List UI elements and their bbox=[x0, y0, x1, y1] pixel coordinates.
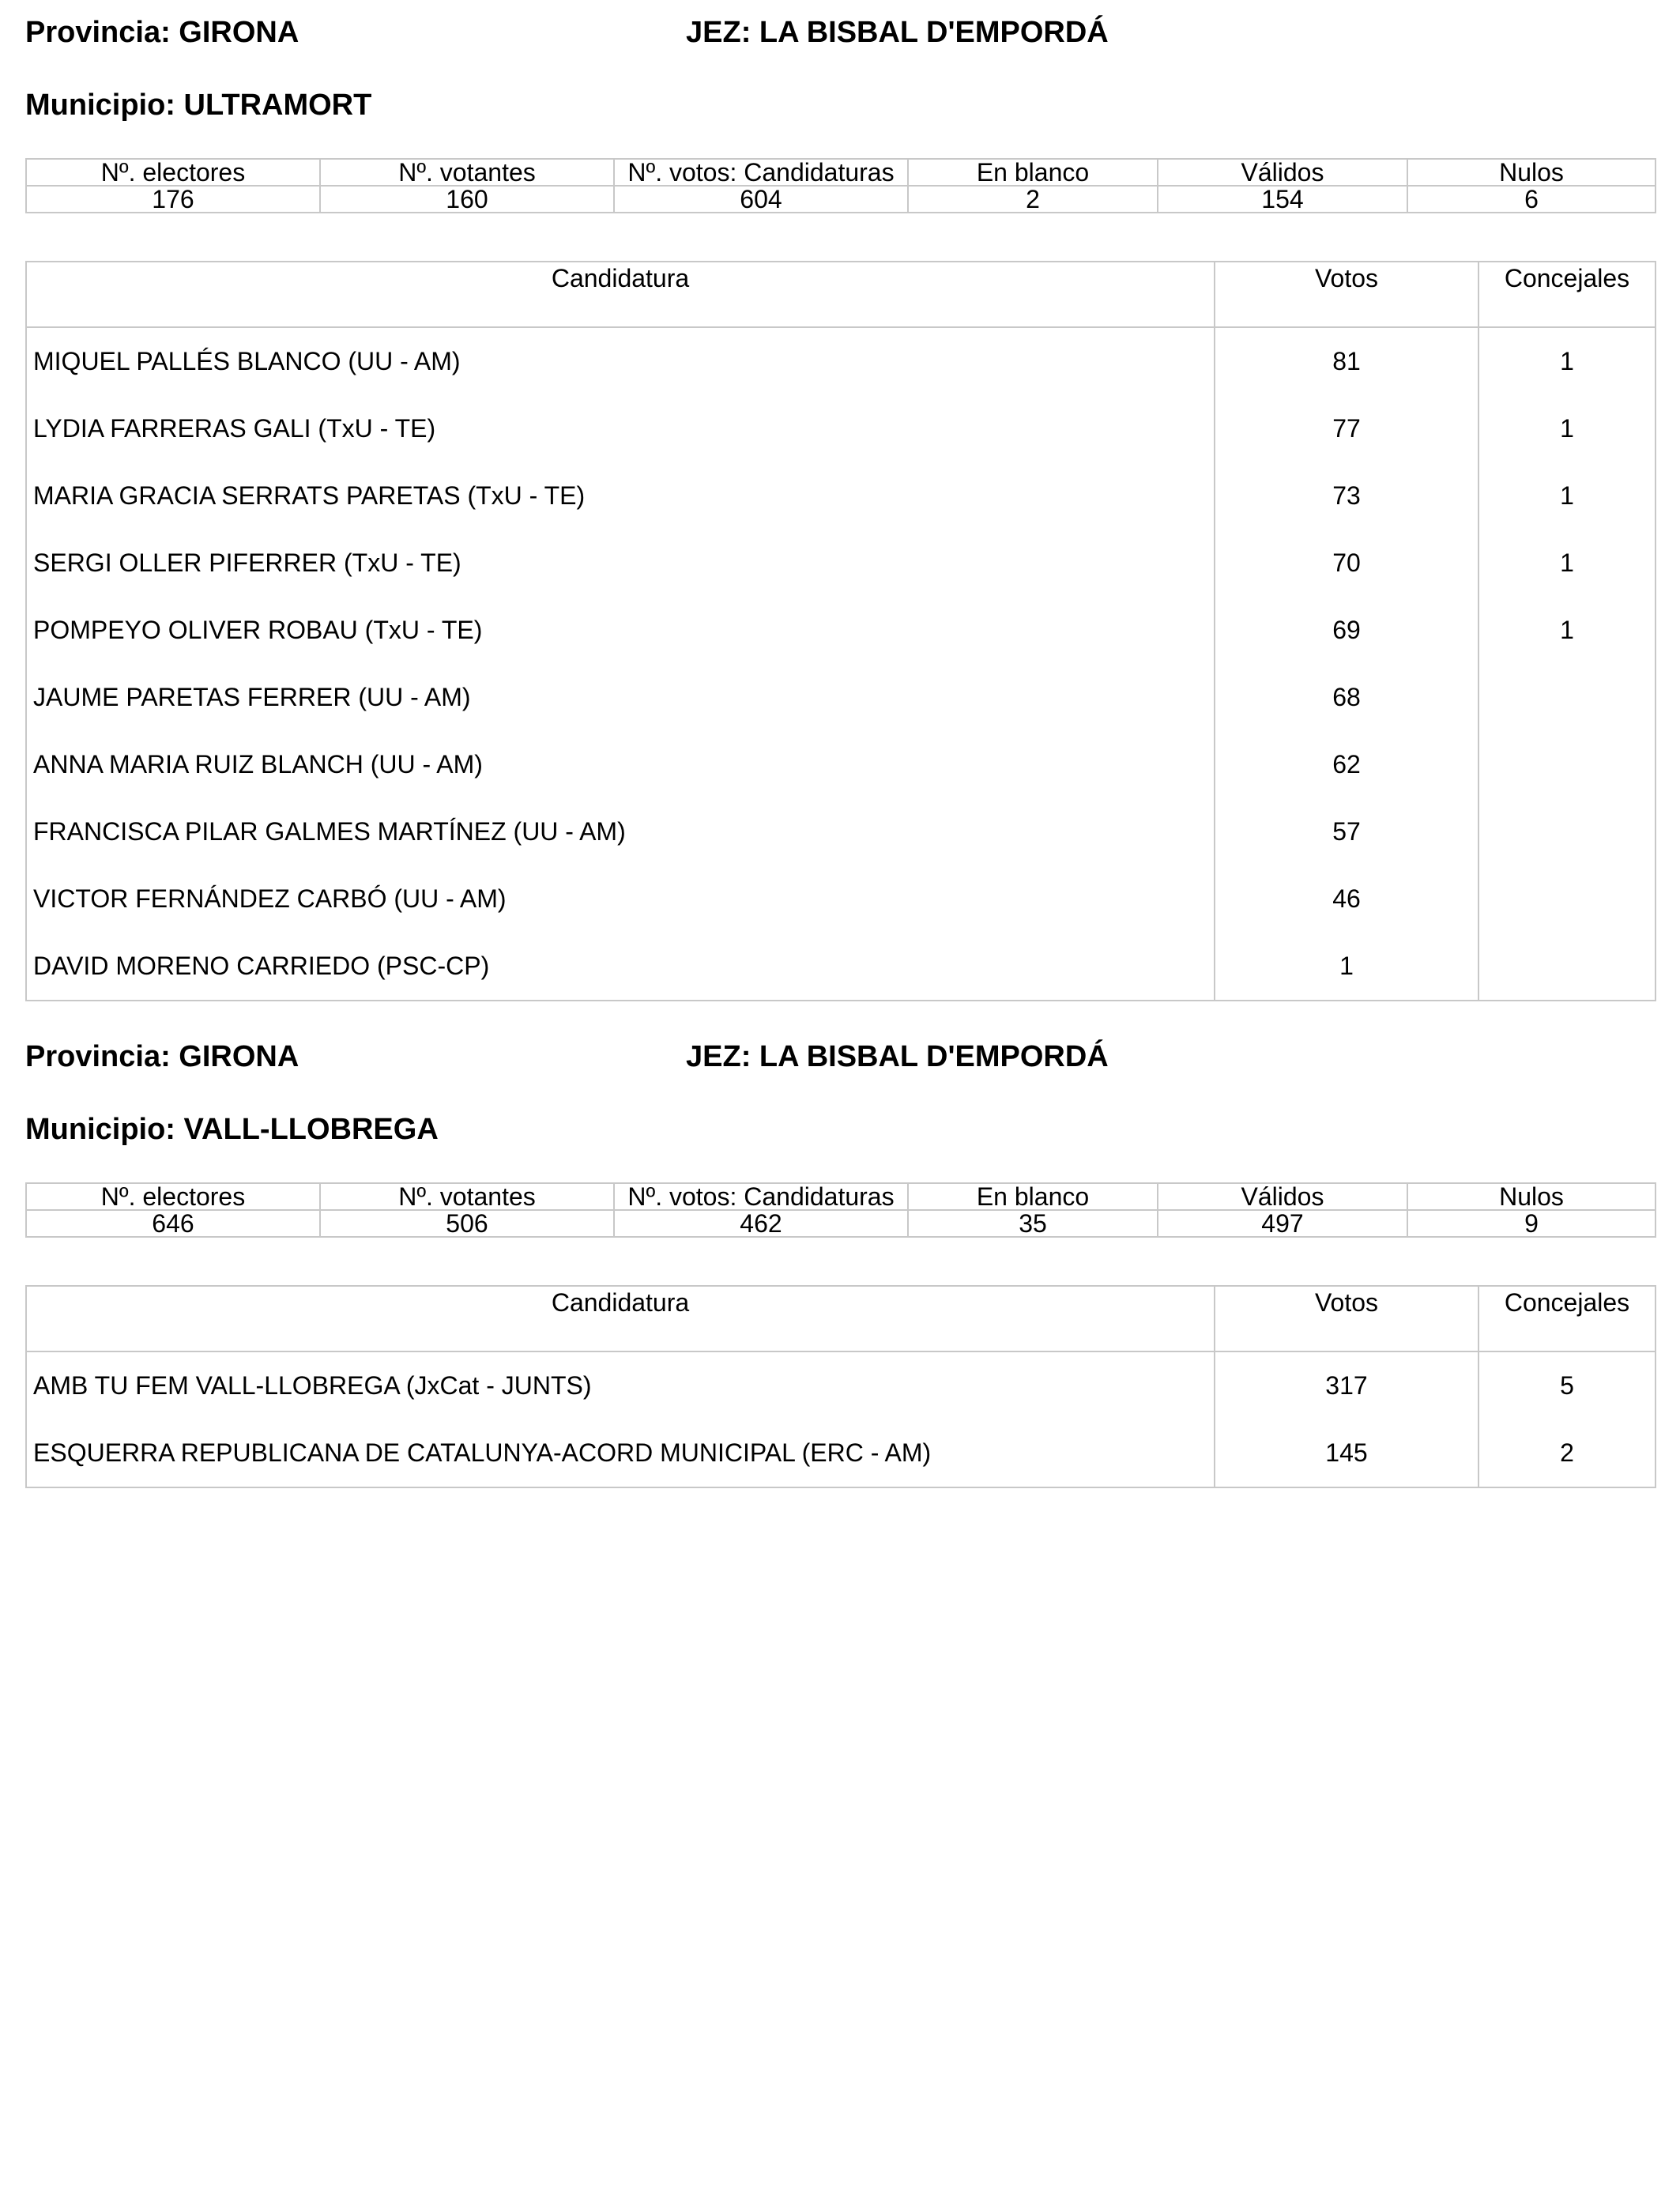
summary-value-cell: 604 bbox=[614, 186, 908, 213]
municipio-label: Municipio: VALL-LLOBREGA bbox=[25, 1113, 439, 1146]
candidate-name: ESQUERRA REPUBLICANA DE CATALUNYA-ACORD MUNICIPAL (ERC - AM) bbox=[26, 1419, 1215, 1487]
candidates-header-row bbox=[26, 1286, 1656, 1351]
candidates-table bbox=[25, 261, 1656, 1001]
candidate-votes: 70 bbox=[1215, 530, 1478, 597]
summary-value-cell: 160 bbox=[320, 186, 614, 213]
table-row bbox=[26, 798, 1656, 865]
candidate-seats: 2 bbox=[1560, 1438, 1574, 1467]
summary-value-cell: 35 bbox=[908, 1210, 1158, 1237]
summary-header-row bbox=[26, 159, 1656, 186]
summary-header-cell: Nº. electores bbox=[26, 159, 320, 186]
candidate-votes: 73 bbox=[1215, 462, 1478, 530]
jez-label: JEZ: LA BISBAL D'EMPORDÁ bbox=[686, 1040, 1109, 1073]
summary-header-cell: Válidos bbox=[1158, 159, 1407, 186]
table-row bbox=[26, 530, 1656, 597]
summary-value-cell: 2 bbox=[908, 186, 1158, 213]
candidates-table bbox=[25, 1285, 1656, 1488]
candidate-name: ANNA MARIA RUIZ BLANCH (UU - AM) bbox=[26, 731, 1215, 798]
candidate-name: SERGI OLLER PIFERRER (TxU - TE) bbox=[26, 530, 1215, 597]
candidate-votes: 317 bbox=[1215, 1351, 1478, 1419]
candidate-name: LYDIA FARRERAS GALI (TxU - TE) bbox=[26, 395, 1215, 462]
table-row bbox=[26, 597, 1656, 664]
summary-header-cell: Nº. votos: Candidaturas bbox=[614, 1183, 908, 1210]
summary-header-row bbox=[26, 1183, 1656, 1210]
candidate-name: MARIA GRACIA SERRATS PARETAS (TxU - TE) bbox=[26, 462, 1215, 530]
summary-value-row bbox=[26, 186, 1656, 213]
table-row bbox=[26, 664, 1656, 731]
section-ultramort bbox=[25, 16, 1655, 1004]
candidate-votes: 62 bbox=[1215, 731, 1478, 798]
candidate-votes: 77 bbox=[1215, 395, 1478, 462]
candidates-header-row bbox=[26, 262, 1656, 327]
provincia-label: Provincia: GIRONA bbox=[25, 1040, 299, 1073]
votos-header: Votos bbox=[1215, 1286, 1478, 1351]
candidate-name: POMPEYO OLIVER ROBAU (TxU - TE) bbox=[26, 597, 1215, 664]
candidate-seats bbox=[1478, 865, 1656, 933]
provincia-label: Provincia: GIRONA bbox=[25, 16, 299, 49]
summary-value-cell: 497 bbox=[1158, 1210, 1407, 1237]
jez-label: JEZ: LA BISBAL D'EMPORDÁ bbox=[686, 16, 1109, 49]
table-row bbox=[26, 731, 1656, 798]
candidate-name: JAUME PARETAS FERRER (UU - AM) bbox=[26, 664, 1215, 731]
candidate-seats: 1 bbox=[1560, 347, 1574, 375]
candidate-name: DAVID MORENO CARRIEDO (PSC-CP) bbox=[26, 933, 1215, 1001]
summary-table bbox=[25, 158, 1656, 213]
summary-header-cell: En blanco bbox=[908, 159, 1158, 186]
candidate-seats: 1 bbox=[1560, 548, 1574, 577]
summary-value-cell: 154 bbox=[1158, 186, 1407, 213]
candidate-seats: 1 bbox=[1560, 481, 1574, 510]
summary-header-cell: En blanco bbox=[908, 1183, 1158, 1210]
candidate-name: MIQUEL PALLÉS BLANCO (UU - AM) bbox=[26, 327, 1215, 395]
concejales-header: Concejales bbox=[1478, 1286, 1656, 1351]
table-row bbox=[26, 462, 1656, 530]
candidate-seats: 5 bbox=[1560, 1371, 1574, 1400]
candidatura-header: Candidatura bbox=[26, 1286, 1215, 1351]
table-row bbox=[26, 395, 1656, 462]
section-header bbox=[25, 16, 1655, 54]
concejales-header: Concejales bbox=[1478, 262, 1656, 327]
candidate-name: VICTOR FERNÁNDEZ CARBÓ (UU - AM) bbox=[26, 865, 1215, 933]
table-row bbox=[26, 1419, 1656, 1487]
votos-header: Votos bbox=[1215, 262, 1478, 327]
candidate-seats bbox=[1478, 933, 1656, 1001]
table-row bbox=[26, 327, 1656, 395]
summary-header-cell: Nº. votantes bbox=[320, 1183, 614, 1210]
candidate-votes: 1 bbox=[1215, 933, 1478, 1001]
summary-value-cell: 646 bbox=[26, 1210, 320, 1237]
table-row bbox=[26, 933, 1656, 1001]
summary-table bbox=[25, 1182, 1656, 1238]
candidate-votes: 145 bbox=[1215, 1419, 1478, 1487]
section-header bbox=[25, 1040, 1655, 1078]
summary-value-cell: 506 bbox=[320, 1210, 614, 1237]
summary-value-cell: 9 bbox=[1407, 1210, 1656, 1237]
summary-header-cell: Nulos bbox=[1407, 159, 1656, 186]
candidate-votes: 81 bbox=[1215, 327, 1478, 395]
candidate-name: FRANCISCA PILAR GALMES MARTÍNEZ (UU - AM) bbox=[26, 798, 1215, 865]
table-row bbox=[26, 1351, 1656, 1419]
summary-header-cell: Nº. votos: Candidaturas bbox=[614, 159, 908, 186]
candidate-votes: 69 bbox=[1215, 597, 1478, 664]
summary-value-cell: 462 bbox=[614, 1210, 908, 1237]
candidate-votes: 46 bbox=[1215, 865, 1478, 933]
candidate-votes: 68 bbox=[1215, 664, 1478, 731]
section-vall-llobrega bbox=[25, 1040, 1655, 1498]
summary-value-row bbox=[26, 1210, 1656, 1237]
summary-value-cell: 176 bbox=[26, 186, 320, 213]
summary-header-cell: Nº. votantes bbox=[320, 159, 614, 186]
candidatura-header: Candidatura bbox=[26, 262, 1215, 327]
summary-header-cell: Nulos bbox=[1407, 1183, 1656, 1210]
summary-value-cell: 6 bbox=[1407, 186, 1656, 213]
candidate-seats bbox=[1478, 798, 1656, 865]
table-row bbox=[26, 865, 1656, 933]
candidate-name: AMB TU FEM VALL-LLOBREGA (JxCat - JUNTS) bbox=[26, 1351, 1215, 1419]
municipio-label: Municipio: ULTRAMORT bbox=[25, 89, 372, 122]
summary-header-cell: Válidos bbox=[1158, 1183, 1407, 1210]
candidate-votes: 57 bbox=[1215, 798, 1478, 865]
candidate-seats: 1 bbox=[1560, 616, 1574, 644]
candidate-seats bbox=[1478, 731, 1656, 798]
summary-header-cell: Nº. electores bbox=[26, 1183, 320, 1210]
candidate-seats: 1 bbox=[1560, 414, 1574, 443]
candidate-seats bbox=[1478, 664, 1656, 731]
